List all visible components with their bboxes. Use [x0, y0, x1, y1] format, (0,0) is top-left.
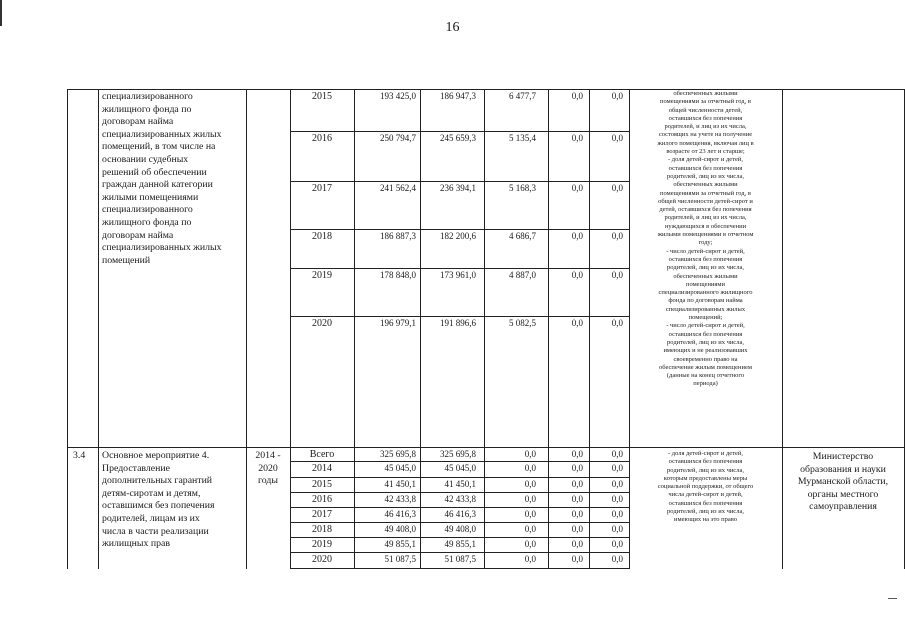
description-line: дополнительных гарантий [102, 475, 213, 487]
federal-cell: 4 686,7 [509, 231, 536, 241]
total-cell: 41 450,1 [384, 479, 416, 489]
local-cell: 0,0 [571, 231, 583, 241]
description-line: договорам найма [102, 116, 174, 128]
federal-cell: 4 887,0 [509, 270, 536, 280]
local-cell: 0,0 [571, 524, 583, 534]
other-cell: 0,0 [611, 539, 623, 549]
indicator-line: обеспеченных жилыми [673, 272, 738, 280]
indicator-line: фонда по договорам найма [668, 297, 743, 305]
regional-cell: 42 433,8 [444, 494, 476, 504]
grid-line-h [290, 507, 630, 508]
total-cell: 196 979,1 [380, 318, 416, 328]
other-cell: 0,0 [611, 133, 623, 143]
year-cell: 2014 [312, 463, 332, 474]
description-line: специализированных жилых [102, 242, 222, 254]
local-cell: 0,0 [571, 479, 583, 489]
indicator-line: родителей, лиц из их числа, [667, 264, 744, 272]
indicator-line: возрасте от 23 лет и старше; [666, 148, 745, 156]
indicator-line: родителей, лиц из их числа, [667, 172, 744, 180]
description-line: специализированного [102, 204, 193, 216]
indicator-line: оставшихся без попечения [668, 458, 743, 466]
total-cell: 46 416,3 [384, 509, 416, 519]
executor-line: Министерство [812, 451, 874, 462]
description-line: основании судебных [102, 153, 189, 165]
federal-cell: 0,0 [524, 539, 536, 549]
indicator-line: помещениями за отчетный год, в [660, 98, 751, 106]
description-line: жилищного фонда по [102, 103, 192, 115]
period-cell [246, 450, 290, 488]
indicator-line: оставшихся без попечения [668, 255, 743, 263]
indicator-line: обеспеченных жилыми [673, 181, 738, 189]
local-cell: 0,0 [571, 463, 583, 473]
federal-cell: 5 082,5 [509, 318, 536, 328]
year-cell: 2015 [312, 91, 332, 102]
indicator-line: родителей, лиц из их числа, [667, 338, 744, 346]
other-cell: 0,0 [611, 554, 623, 564]
regional-cell: 49 408,0 [444, 524, 476, 534]
indicator-line: помещениями за отчетный год, в [660, 189, 751, 197]
indicator-line: нуждающихся в обеспечении [664, 222, 747, 230]
description-line: Основное мероприятие 4. [102, 450, 210, 461]
total-cell: 51 087,5 [384, 554, 416, 564]
executor-line: Мурманской области, [797, 476, 889, 488]
other-cell: 0,0 [611, 318, 623, 328]
description-line: решений об обеспечении [102, 166, 207, 178]
description-line: числа в части реализации [102, 525, 209, 537]
indicator-line: жилого помещения, включая лиц в [657, 139, 754, 147]
local-cell: 0,0 [571, 270, 583, 280]
indicator-line: помещений; [688, 314, 723, 322]
federal-cell: 0,0 [524, 554, 536, 564]
grid-line-h [290, 568, 630, 569]
description-line: детям-сиротам и детям, [102, 487, 201, 499]
total-cell: 42 433,8 [384, 494, 416, 504]
indicator-line: - доля детей-сирот и детей, [667, 156, 744, 164]
total-cell: 193 425,0 [380, 91, 416, 101]
total-cell: 241 562,4 [380, 183, 416, 193]
federal-cell: 0,0 [524, 479, 536, 489]
description-line: жилищного фонда по [102, 216, 192, 228]
grid-line-h [67, 447, 905, 448]
regional-cell: 46 416,3 [444, 509, 476, 519]
activity-description [102, 91, 244, 267]
other-cell: 0,0 [611, 509, 623, 519]
indicator-line: детей, оставшихся без попечения [659, 206, 752, 214]
grid-line-v [354, 89, 355, 569]
indicator-line: специализированного жилищного [658, 289, 753, 297]
regional-cell: 173 961,0 [440, 270, 476, 280]
year-cell: 2020 [312, 318, 332, 329]
total-cell: 250 794,7 [380, 133, 416, 143]
page-number: 16 [445, 20, 460, 35]
total-cell: 325 695,8 [380, 449, 416, 459]
other-cell: 0,0 [611, 91, 623, 101]
total-cell: 45 045,0 [384, 463, 416, 473]
regional-cell: 182 200,6 [440, 231, 476, 241]
indicator-line: оставшихся без попечения [668, 114, 743, 122]
total-cell: 49 855,1 [384, 539, 416, 549]
local-cell: 0,0 [571, 183, 583, 193]
indicator-text [631, 450, 780, 525]
indicator-line: имеющих на это право [674, 516, 737, 524]
year-cell: 2017 [312, 509, 332, 520]
federal-cell: 0,0 [524, 449, 536, 459]
year-cell: 2015 [312, 479, 332, 490]
description-line: оставшимся без попечения [102, 500, 215, 512]
description-line: родителей, лицам из их [102, 512, 200, 524]
indicator-line: состоящих на учете на получение [658, 131, 753, 139]
local-cell: 0,0 [571, 449, 583, 459]
local-cell: 0,0 [571, 539, 583, 549]
period-line: 2020 [258, 462, 278, 474]
other-cell: 0,0 [611, 449, 623, 459]
grid-line-h [290, 461, 630, 462]
grid-line-h [290, 181, 630, 182]
indicator-line: - число детей-сирот и детей, [666, 322, 745, 330]
indicator-line: - доля детей-сирот и детей, [667, 450, 744, 457]
year-cell: 2016 [312, 494, 332, 505]
grid-line-h [290, 522, 630, 523]
federal-cell: 0,0 [524, 463, 536, 473]
indicator-line: родителей, и лиц из их числа, [664, 123, 747, 131]
indicator-line: обеспечение жилым помещением [659, 363, 752, 371]
grid-line-v [782, 89, 783, 569]
grid-line-v [548, 89, 549, 569]
local-cell: 0,0 [571, 554, 583, 564]
executor-cell [784, 451, 902, 514]
regional-cell: 325 695,8 [440, 449, 476, 459]
regional-cell: 245 659,3 [440, 133, 476, 143]
other-cell: 0,0 [611, 479, 623, 489]
indicator-line: жилыми помещениями в отчетном [657, 231, 754, 239]
federal-cell: 0,0 [524, 509, 536, 519]
indicator-line: которым предоставлены меры [663, 474, 748, 482]
indicator-line: родителей, лиц из их числа, [667, 508, 744, 516]
regional-cell: 45 045,0 [444, 463, 476, 473]
regional-cell: 51 087,5 [444, 554, 476, 564]
executor-line: органы местного [807, 488, 879, 500]
year-cell: 2018 [312, 524, 332, 535]
other-cell: 0,0 [611, 231, 623, 241]
grid-line-h [290, 316, 630, 317]
description-line: граждан данной категории [102, 179, 213, 191]
executor-line: образования и науки [800, 463, 886, 475]
indicator-line: оставшихся без попечения [668, 499, 743, 507]
description-line: жилыми помещениями [102, 191, 199, 203]
indicator-line: оставшихся без попечения [668, 164, 743, 172]
indicator-line: родителей, и лиц из их числа, [664, 214, 747, 222]
row-number: 3.4 [73, 450, 86, 461]
federal-cell: 5 135,4 [509, 133, 536, 143]
year-cell: 2019 [312, 539, 332, 550]
local-cell: 0,0 [571, 494, 583, 504]
other-cell: 0,0 [611, 463, 623, 473]
grid-line-v [246, 89, 247, 569]
indicator-line: периода) [693, 380, 718, 388]
regional-cell: 191 896,6 [440, 318, 476, 328]
grid-line-h [290, 492, 630, 493]
indicator-line: специализированных жилых [665, 305, 746, 313]
description-line: специализированного [102, 91, 193, 102]
indicator-line: общей численности детей-сирот и [658, 197, 753, 205]
indicator-line: родителей, лиц из их числа, [667, 466, 744, 474]
grid-line-v [629, 89, 630, 569]
indicator-line: имеющих и не реализовавших [663, 347, 748, 355]
indicator-line: оставшихся без попечения [668, 330, 743, 338]
indicator-line: числа детей-сирот и детей, [668, 491, 743, 499]
total-cell: 178 848,0 [380, 270, 416, 280]
description-line: договорам найма [102, 229, 174, 241]
local-cell: 0,0 [571, 91, 583, 101]
grid-line-v [67, 89, 68, 569]
indicator-line: обеспеченных жилыми [673, 90, 738, 97]
federal-cell: 6 477,7 [509, 91, 536, 101]
other-cell: 0,0 [611, 270, 623, 280]
year-cell: 2016 [312, 133, 332, 144]
other-cell: 0,0 [611, 494, 623, 504]
scan-margin-mark [888, 598, 897, 599]
indicator-line: общей численности детей, [668, 106, 743, 114]
grid-line-v [420, 89, 421, 569]
grid-line-h [290, 229, 630, 230]
total-cell: 49 408,0 [384, 524, 416, 534]
executor-line: самоуправления [809, 501, 877, 513]
other-cell: 0,0 [611, 183, 623, 193]
year-cell: 2019 [312, 270, 332, 281]
indicator-line: социальной поддержки, от общего [657, 483, 754, 491]
federal-cell: 5 168,3 [509, 183, 536, 193]
year-cell: 2018 [312, 231, 332, 242]
period-line: годы [258, 475, 278, 487]
indicator-line: помещениями [685, 280, 726, 288]
federal-cell: 0,0 [524, 494, 536, 504]
description-line: помещений, в том числе на [102, 141, 216, 153]
regional-cell: 236 394,1 [440, 183, 476, 193]
local-cell: 0,0 [571, 509, 583, 519]
indicator-text [631, 90, 780, 389]
description-line: специализированных жилых [102, 128, 222, 140]
activity-description [102, 450, 244, 551]
other-cell: 0,0 [611, 524, 623, 534]
total-cell: 186 887,3 [380, 231, 416, 241]
description-line: помещений [102, 254, 151, 266]
federal-cell: 0,0 [524, 524, 536, 534]
regional-cell: 49 855,1 [444, 539, 476, 549]
indicator-line: - число детей-сирот и детей, [666, 247, 745, 255]
local-cell: 0,0 [571, 133, 583, 143]
year-cell: Всего [309, 449, 335, 460]
indicator-line: своевременно право на [673, 355, 738, 363]
grid-line-v [484, 89, 485, 569]
year-cell: 2020 [312, 554, 332, 565]
indicator-line: (данные на конец отчетного [666, 372, 745, 380]
grid-line-h [290, 537, 630, 538]
regional-cell: 41 450,1 [444, 479, 476, 489]
regional-cell: 186 947,3 [440, 91, 476, 101]
grid-line-h [290, 268, 630, 269]
indicator-line: году; [698, 239, 713, 247]
grid-line-v [589, 89, 590, 569]
grid-line-h [290, 131, 630, 132]
description-line: Предоставление [102, 462, 170, 474]
grid-line-h [290, 552, 630, 553]
grid-line-v [98, 89, 99, 569]
grid-line-h [290, 477, 630, 478]
description-line: жилищных прав [102, 538, 170, 550]
year-cell: 2017 [312, 183, 332, 194]
period-line: 2014 - [255, 450, 281, 461]
local-cell: 0,0 [571, 318, 583, 328]
